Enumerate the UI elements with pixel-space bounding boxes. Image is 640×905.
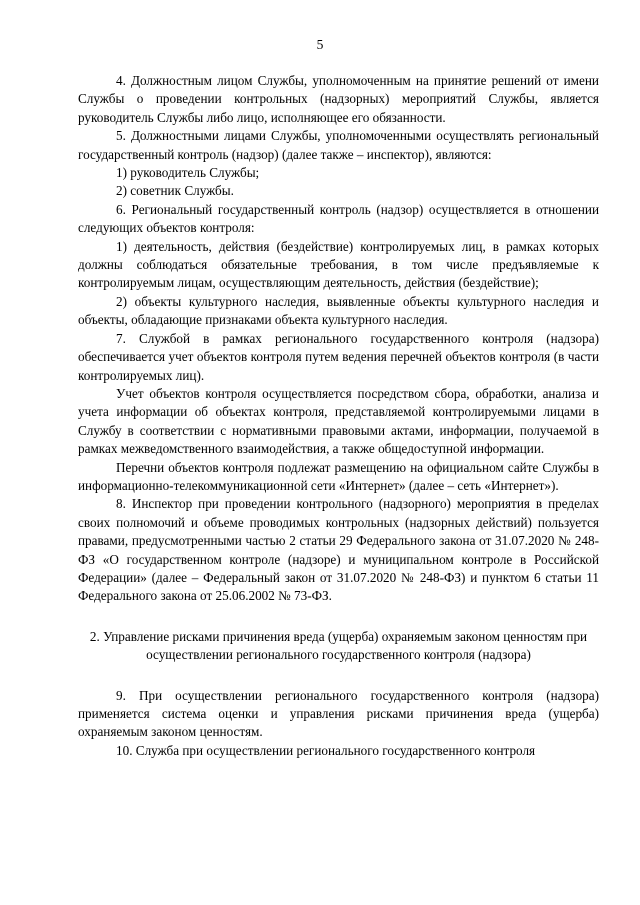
paragraph-7: 7. Службой в рамках регионального государственного контроля (надзора) обеспечивается учет объектов контроля путем ведения перечней объектов контроля (в части контролируемых лиц). <box>78 330 599 383</box>
paragraph-7-accounting: Учет объектов контроля осуществляется посредством сбора, обработки, анализа и учета информации об объектах контроля, представляемой контролируемыми лицами в Службу в соответствии с нормативными правовыми актами, информации, получаемой в рамках межведомственного взаимодействия, а также общедоступной информации. <box>78 385 599 457</box>
list-item-1: 1) руководитель Службы; <box>116 165 260 181</box>
paragraph-10: 10. Служба при осуществлении регионального государственного контроля <box>116 742 536 758</box>
paragraph-6: 6. Региональный государственный контроль (надзор) осуществляется в отношении следующих объектов контроля: <box>78 201 599 236</box>
paragraph-6-item-2: 2) объекты культурного наследия, выявленные объекты культурного наследия и объекты, обладающие признаками объекта культурного наследия. <box>78 293 599 328</box>
paragraph-4: 4. Должностным лицом Службы, уполномоченным на принятие решений от имени Службы о проведении контрольных (надзорных) мероприятий Службы, является руководитель Службы либо лицо, исполняющее его обязанности. <box>78 73 599 125</box>
paragraph-9: 9. При осуществлении регионального государственного контроля (надзора) применяется система оценки и управления рисками причинения вреда (ущерба) охраняемым законом ценностям. <box>78 687 599 740</box>
paragraph-7-lists: Перечни объектов контроля подлежат размещению на официальном сайте Службы в информационно-телекоммуникационной сети «Интернет» (далее – сеть «Интернет»). <box>78 459 599 493</box>
document-body <box>78 72 599 760</box>
list-item-2: 2) советник Службы. <box>116 183 234 199</box>
section-heading: 2. Управление рисками причинения вреда (ущерба) охраняемым законом ценностям при осуществлении регионального государственного контроля (надзора) <box>89 628 588 663</box>
paragraph-6-item-1: 1) деятельность, действия (бездействие) контролируемых лиц, в рамках которых должны соблюдаться обязательные требования, в том числе предъявляемые к контролируемым лицам, осуществляющим деятельность, действия (бездействие); <box>78 238 599 291</box>
paragraph-8: 8. Инспектор при проведении контрольного (надзорного) мероприятия в пределах своих полномочий и объеме проводимых контрольных (надзорных действий) пользуется правами, предусмотренными частью 2 статьи 29 Федерального закона от 31.07.2020 № 248-ФЗ «О государственном контроле (надзоре) и муниципальном контроле в Российской Федерации» (далее – Федеральный закон от 31.07.2020 № 248-ФЗ) и пунктом 6 статьи 11 Федерального закона от 25.06.2002 № 73-ФЗ. <box>78 496 599 604</box>
page-number: 5 <box>316 37 324 52</box>
paragraph-5: 5. Должностными лицами Службы, уполномоченными осуществлять региональный государственный контроль (надзор) (далее также – инспектор), являются: <box>78 128 599 162</box>
